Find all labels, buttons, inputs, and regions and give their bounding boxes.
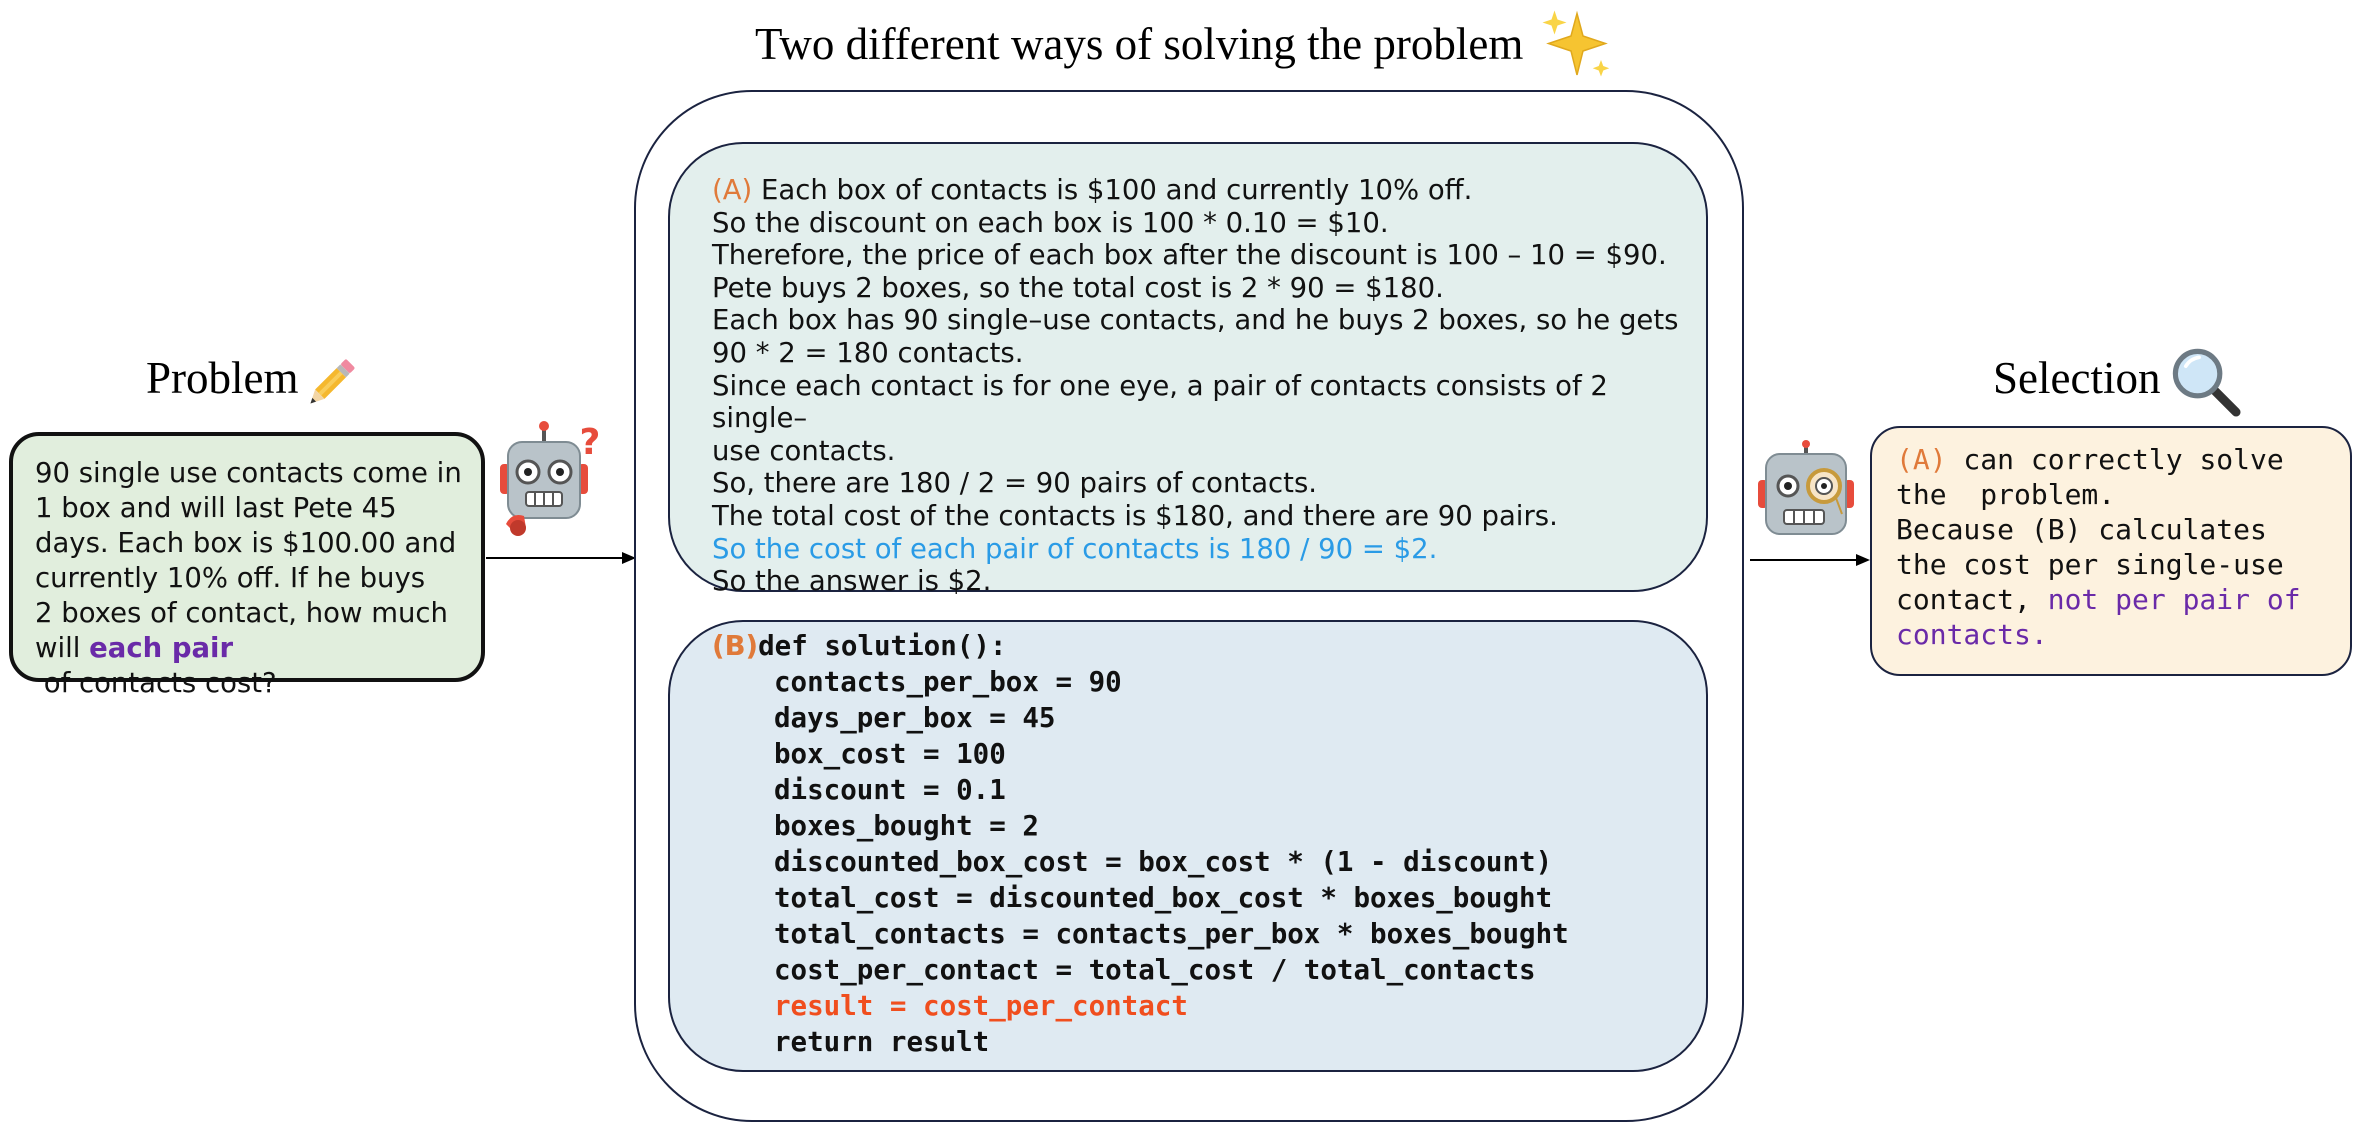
solution-b-label: (B) <box>712 630 759 662</box>
robot-question-icon <box>494 420 606 544</box>
selection-highlight-line: contacts. <box>1896 618 2048 651</box>
solution-a-label: (A) <box>712 174 753 206</box>
selection-text: contact, <box>1896 583 2048 616</box>
selection-highlight: not per pair of <box>2047 583 2301 616</box>
selection-line <box>1896 582 2340 617</box>
selection-line: the problem. <box>1896 478 2116 511</box>
magnifier-icon <box>2168 344 2242 418</box>
selection-text: can correctly solve <box>1946 443 2284 476</box>
solution-a-answer-line: So the answer is $2. <box>712 565 992 598</box>
code-highlight-line: result = cost_per_contact <box>774 990 1188 1022</box>
code-line: box_cost = 100 <box>774 738 1006 770</box>
solution-a-line: Pete buys 2 boxes, so the total cost is 2 * 90 = $180. <box>712 271 1444 304</box>
code-line: total_cost = discounted_box_cost * boxes_bought <box>774 882 1553 914</box>
solution-a-line: So, there are 180 / 2 = 90 pairs of contacts. <box>712 467 1318 500</box>
solution-b-box <box>668 620 1708 1072</box>
solution-a-line: Each box has 90 single–use contacts, and he buys 2 boxes, so he gets <box>712 304 1679 337</box>
problem-box <box>9 432 485 699</box>
solution-b-def: def solution(): <box>758 630 1007 662</box>
problem-line: currently 10% off. If he buys <box>35 562 426 594</box>
selection-box <box>1870 426 2352 676</box>
code-return-line: return result <box>774 1026 990 1058</box>
arrow-to-selection <box>1750 550 1872 570</box>
solution-a-line <box>712 174 1680 207</box>
code-line: discount = 0.1 <box>774 774 1006 806</box>
code-line: discounted_box_cost = box_cost * (1 - discount) <box>774 846 1553 878</box>
solution-a-line: use contacts. <box>712 434 896 467</box>
problem-text: will <box>35 632 90 664</box>
solution-a-line: So the discount on each box is 100 * 0.10 = $10. <box>712 206 1389 239</box>
problem-line: 2 boxes of contact, how much <box>35 597 448 629</box>
diagram-title: Two different ways of solving the problem <box>755 19 1524 69</box>
solution-a-line: Therefore, the price of each box after the discount is 100 – 10 = $90. <box>712 239 1667 272</box>
problem-highlight: each pair <box>89 632 234 664</box>
svg-text:?: ? <box>579 422 601 463</box>
selection-line: the cost per single-use <box>1896 548 2284 581</box>
arrow-to-solutions <box>486 548 638 568</box>
solution-a-line: 90 * 2 = 180 contacts. <box>712 336 1024 369</box>
solution-a-text: Each box of contacts is $100 and currently 10% off. <box>752 174 1473 206</box>
code-line: cost_per_contact = total_cost / total_contacts <box>774 954 1536 986</box>
selection-line <box>1896 442 2340 477</box>
problem-line: 90 single use contacts come in <box>35 457 462 489</box>
solution-b-def-line <box>712 628 1686 664</box>
selection-heading: Selection <box>1993 353 2161 403</box>
problem-heading: Problem <box>146 353 299 403</box>
code-line: boxes_bought = 2 <box>774 810 1039 842</box>
problem-line-last <box>35 631 465 701</box>
solution-a-box <box>668 142 1708 598</box>
problem-line: 1 box and will last Pete 45 <box>35 492 397 524</box>
problem-text: of contacts cost? <box>35 667 277 699</box>
selection-label: (A) <box>1896 443 1947 476</box>
solution-a-line: Since each contact is for one eye, a pair of contacts consists of 2 single– <box>712 369 1608 435</box>
code-line: contacts_per_box = 90 <box>774 666 1122 698</box>
selection-line: Because (B) calculates <box>1896 513 2267 546</box>
solution-a-highlight-line: So the cost of each pair of contacts is 180 / 90 = $2. <box>712 532 1438 565</box>
code-line: total_contacts = contacts_per_box * boxes_bought <box>774 918 1569 950</box>
problem-line: days. Each box is $100.00 and <box>35 527 457 559</box>
code-line: days_per_box = 45 <box>774 702 1056 734</box>
robot-monocle-icon <box>1756 440 1856 540</box>
sparkles-icon <box>1538 6 1613 81</box>
pencil-icon <box>298 350 364 416</box>
solution-a-line: The total cost of the contacts is $180, and there are 90 pairs. <box>712 499 1558 532</box>
